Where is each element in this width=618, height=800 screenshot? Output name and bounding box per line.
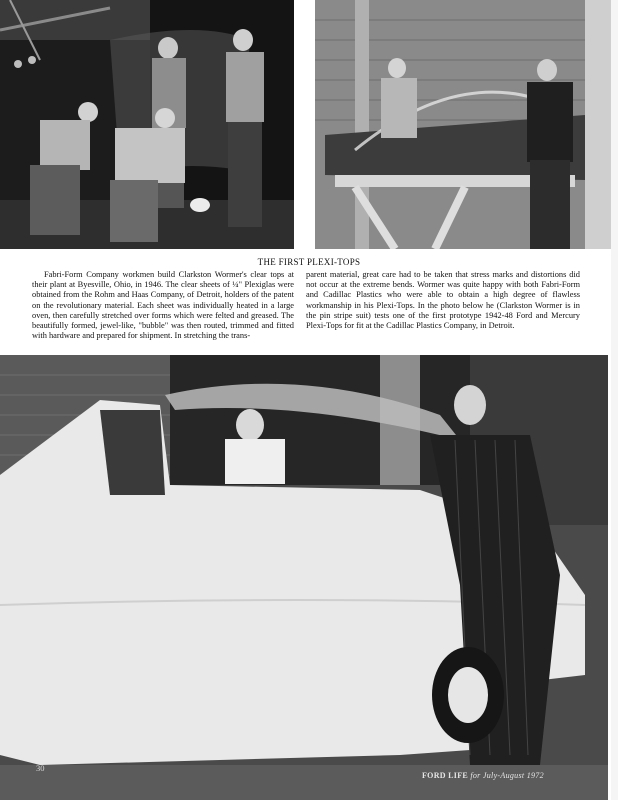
caption-left-column: Fabri-Form Company workmen build Clarkston Wormer's clear tops at their plant at Byesville, Ohio, in 1946. The clear sheets of ¼" Plexiglas were obtained from the Rohm and Haas Company, of Detroit, holders of the patent on the revolutionary material. Each sheet was individually heated in a large oven, then carefully stretched over forms which were felted and greased. The beautifully formed, jewel-like, "bubble" was then routed, trimmed and fitted with hardware and prepared for shipment. In stretching the trans-: [32, 270, 294, 341]
caption-right-column: parent material, great care had to be taken that stress marks and distortions did not occur at the extreme bends. Wormer was quite happy with both Fabri-Form and Cadillac Plastics who were able to obtain a high degree of flawless workmanship in his Plexi-Tops. In the photo below he (Clarkston Wormer is in the pin stripe suit) tests one of the first prototype 1942-48 Ford and Mercury Plexi-Tops for fit at the Cadillac Plastics Company, in Detroit.: [306, 270, 580, 331]
photo-convertible-image: [0, 355, 608, 800]
page-edge: [611, 0, 618, 800]
photo-workmen-form: [315, 0, 611, 249]
photo-workmen-oven-image: [0, 0, 294, 249]
photo-convertible-plexi-top: [0, 355, 608, 800]
photo-workmen-form-image: [315, 0, 611, 249]
photo-workmen-oven: [0, 0, 294, 249]
issue-footer: [422, 771, 544, 780]
magazine-name: FORD LIFE: [422, 771, 469, 780]
page-number: 30: [36, 763, 45, 773]
article-title: THE FIRST PLEXI-TOPS: [257, 257, 361, 267]
issue-date: for July-August 1972: [470, 771, 544, 780]
